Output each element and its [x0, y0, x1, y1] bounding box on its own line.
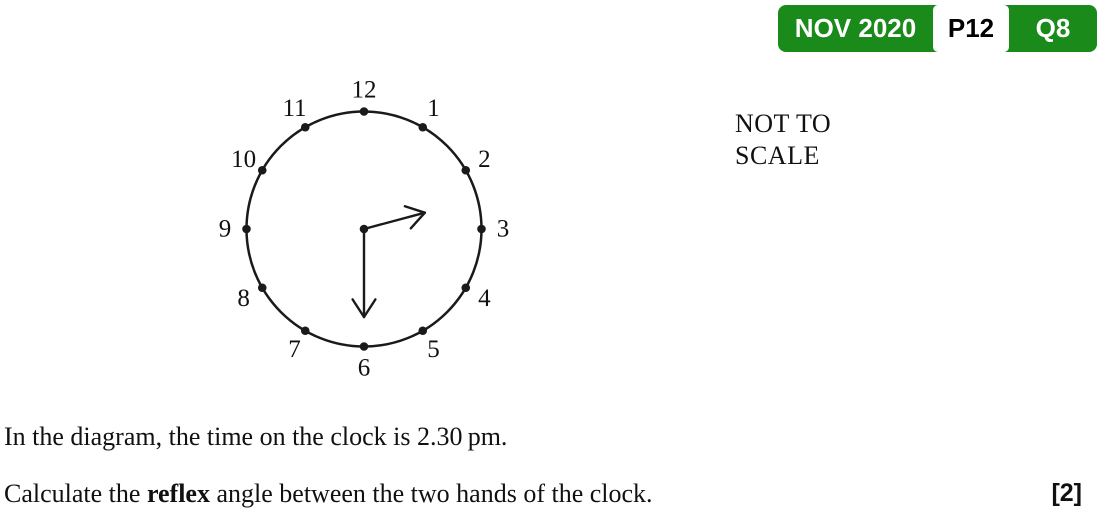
not-to-scale-line2: SCALE: [735, 141, 820, 170]
not-to-scale-label: [735, 108, 831, 172]
clock-hour-hand-arrowhead: [405, 206, 425, 212]
clock-hour-dot: [242, 225, 251, 234]
clock-hour-label: 5: [427, 335, 440, 363]
clock-hour-dot: [258, 166, 267, 175]
clock-hour-dot: [301, 326, 310, 335]
clock-hour-label: 9: [218, 215, 232, 243]
instruction-pre: Calculate the: [4, 479, 147, 508]
clock-hour-label: 3: [496, 215, 510, 243]
question-statement: [4, 422, 507, 452]
clock-hour-label: 1: [427, 95, 440, 123]
badge-session: NOV 2020: [794, 13, 917, 43]
clock-hour-label: 4: [478, 285, 491, 312]
clock-hour-label: 8: [237, 285, 250, 312]
clock-center-dot: [360, 225, 369, 234]
question-instruction: [4, 479, 653, 509]
clock-hour-dot: [418, 326, 427, 335]
instruction-post: angle between the two hands of the clock.: [209, 479, 653, 508]
clock-hour-dot: [360, 342, 369, 351]
badge-paper: P12: [933, 5, 1009, 52]
question-ref-badge: [778, 5, 1097, 52]
clock-hour-dot: [461, 166, 470, 175]
clock-hour-dot: [301, 123, 310, 132]
question-statement-text: In the diagram, the time on the clock is 2.30 pm.: [4, 422, 508, 451]
clock-hour-label: 11: [282, 95, 307, 123]
clock-diagram: [200, 70, 530, 390]
clock-hour-dot: [258, 283, 267, 292]
clock-hour-label: 2: [478, 146, 491, 173]
badge-question: Q8: [1035, 13, 1071, 43]
instruction-bold-word: reflex: [146, 479, 210, 508]
clock-hour-label: 10: [231, 146, 257, 173]
clock-minute-hand-arrowhead: [353, 299, 364, 317]
clock-hour-dot: [477, 225, 486, 234]
clock-hour-hand: [364, 213, 425, 229]
not-to-scale-line1: NOT TO: [735, 109, 832, 138]
clock-minute-hand-arrowhead: [364, 299, 375, 317]
clock-hour-label: 12: [351, 76, 377, 104]
clock-hour-label: 7: [288, 335, 301, 363]
clock-hour-label: 6: [357, 354, 371, 382]
clock-hour-dot: [418, 123, 427, 132]
marks-badge: [2]: [1051, 479, 1082, 507]
clock-hour-dot: [461, 283, 470, 292]
clock-hour-dot: [360, 107, 369, 116]
